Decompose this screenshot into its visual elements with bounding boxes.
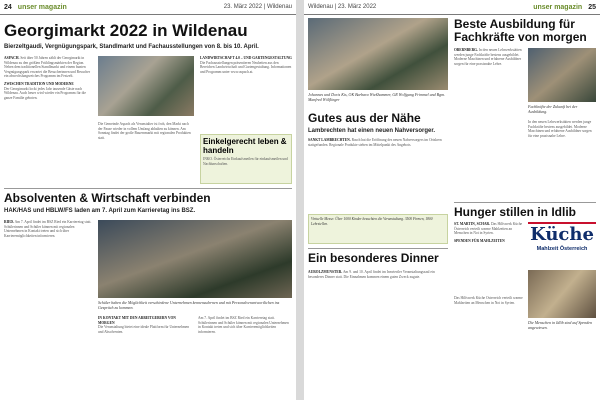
page-number: 24: [4, 3, 12, 11]
subhead-gutes: Lambrechten hat einen neuen Nahversorger.: [308, 128, 436, 134]
page-date: 23. März 2022 | Wildenau: [223, 4, 292, 10]
karrieretag-column-1: [4, 220, 92, 396]
store-photo-caption: Johannes und Doris Kis, OK Barbara Wießhammer, GR Wolfgang Frimmel und Bgm. Manfred Wölflinger: [308, 92, 445, 102]
info-box-text: INKO. Österreichs Einkaufsmeilen für einkaufsmeilen und Nachbarschaften.: [203, 157, 288, 166]
right-page: [304, 0, 600, 400]
hunger-article: [454, 222, 524, 292]
headline-ausbildung: Beste Ausbildung für Fachkräfte von morgen: [454, 17, 587, 44]
store-opening-photo: [308, 18, 448, 90]
article-text: Am 9. und 10. April findet im Innviertler Veranstaltungssaal ein besonderes Dinner statt. Die Einnahmen kommen einem guten Zweck zugute.: [308, 270, 435, 279]
article-column-1: [4, 56, 92, 184]
highlight-box: [308, 214, 448, 244]
article-text: Das Hilfswerk Küche Österreich verteilt warme Mahlzeiten an Menschen in Not in Syrien.: [454, 222, 523, 236]
info-box-title: Einkelgerecht leben & handeln: [203, 137, 287, 155]
article-lead: ASPACH.: [4, 56, 20, 60]
karrieretag-column-3: Am 7. April findet im BSZ Ried ein Karrieretag statt. Schülerinnen und Schüler können mit regionalen Unternehmen in Kontakt treten und sich über Karrieremöglichkeiten informieren.: [198, 316, 289, 334]
ausbildung-article: [454, 48, 524, 148]
article-text: Der Georgimarkt lockt jedes Jahr tausende Gäste nach Wildenau. Auch heuer wird wieder ein Programm für die ganze Familie geboten.: [4, 86, 86, 100]
article-text: Die Fachausstellungen präsentieren Neuheiten aus den Bereichen Landwirtschaft und Gartengestaltung. Informationen und Programm unter www.aspach.at.: [200, 60, 292, 74]
article-lead: ST. MARTIN, SCHÄR.: [454, 222, 491, 226]
karrieretag-column-2: [98, 316, 192, 396]
article-text: In den neuen Lehrwerkstätten werden junge Fachkräfte bestens ausgebildet. Moderne Maschinen und erfahrene Ausbildner sorgen für eine praxisnahe Lehre.: [454, 48, 522, 66]
left-page-header: [0, 0, 296, 15]
divider: [4, 188, 292, 189]
hunger-article-cont: Das Hilfswerk Küche Österreich verteilt warme Mahlzeiten an Menschen in Not in Syrien.: [454, 296, 523, 305]
article-lead: AUROLZMÜNSTER.: [308, 270, 343, 274]
left-page: [0, 0, 296, 400]
subhead-georgimarkt: Bierzeltgaudi, Vergnügungspark, Standlmarkt und Fachausstellungen von 8. bis 10. April.: [4, 44, 259, 50]
article-subheading: ZWISCHEN TRADITION UND MODERNE: [4, 81, 74, 86]
gutes-article: [308, 138, 448, 212]
brand-logo: unser magazin: [533, 3, 583, 11]
market-photo: [98, 56, 194, 116]
food-aid-photo: [528, 270, 596, 318]
headline-absolventen: Absolventen & Wirtschaft verbinden: [4, 191, 211, 205]
page-date: Wildenau | 23. März 2022: [308, 4, 377, 10]
training-photo: [528, 48, 596, 102]
divider: [308, 248, 448, 249]
career-photo-caption: Schüler haben die Möglichkeit verschiedene Unternehmen kennenzulernen und mit Personalverantwortlichen ins Gespräch zu kommen.: [98, 300, 280, 310]
kueche-logo: [528, 222, 596, 266]
headline-dinner: Ein besonderes Dinner: [308, 251, 439, 265]
training-photo-caption: Fachkräfte der Zukunft bei der Ausbildung.: [528, 104, 578, 114]
dinner-article: [308, 270, 448, 396]
article-column-2: Die Gemeinde Aspach als Veranstalter ist froh, den Markt nach der Pause wieder in vollem Umfang abhalten zu können. Am Sonntag findet der große Bauernmarkt mit regionalen Produkten statt.: [98, 122, 191, 140]
article-text: Die Veranstaltung bietet eine ideale Plattform für Unternehmen und Absolventen.: [98, 325, 190, 334]
article-lead: OBERNBERG.: [454, 48, 478, 52]
info-box: [200, 134, 292, 184]
logo-subtitle: Mahlzeit Österreich: [536, 246, 588, 252]
article-text: Am 7. April findet im BSZ Ried ein Karrieretag statt. Schülerinnen und Schüler können mit regionalen Unternehmen in Kontakt treten und sich über Karrieremöglichkeiten informieren.: [4, 220, 92, 238]
headline-georgimarkt: Georgimarkt 2022 in Wildenau: [4, 21, 248, 40]
right-page-header: [304, 0, 600, 15]
food-aid-caption: Die Menschen in Idlib sind auf Spenden angewiesen.: [528, 320, 592, 330]
subhead-absolventen: HAK/HAS und HBLW/FS laden am 7. April zum Karrieretag ins BSZ.: [4, 208, 196, 214]
logo-title: Küche: [530, 224, 594, 245]
article-text: Seit über 50 Jahren zählt der Georgimarkt in Wildenau zu den größten Frühlingsmärkten der Region. Neben dem traditionellen Standlmarkt und einem bunten Vergnügungspark erwartet die Besucherinnen und Besucher ein abwechslungsreiches Programm im Festzelt.: [4, 56, 91, 79]
article-subheading: IN KONTAKT MIT DEN ARBEITGEBERN VON MORGEN: [98, 316, 176, 325]
headline-gutes: Gutes aus der Nähe: [308, 111, 421, 125]
article-column-3: [200, 56, 292, 130]
page-number: 25: [588, 3, 596, 11]
article-lead: RIED.: [4, 220, 14, 224]
article-lead: SANKT LAMBRECHTEN.: [308, 138, 351, 142]
article-subheading: LANDWIRTSCHAFT 4.0 – UND GARTENGESTALTUNG: [200, 56, 292, 60]
ausbildung-article-cont: In den neuen Lehrwerkstätten werden junge Fachkräfte bestens ausgebildet. Moderne Maschinen und erfahrene Ausbildner sorgen für eine praxisnahe Lehre.: [528, 120, 592, 138]
brand-logo: unser magazin: [17, 3, 67, 11]
divider: [454, 202, 596, 203]
highlight-text: Virtuelle Messe: Über 1000 Kinder besuchten die Veranstaltung. 3500 Firmen, 1800 Lehrstellen.: [311, 217, 433, 226]
career-day-photo: [98, 220, 292, 298]
article-text: Rasch hat die Eröffnung des neuen Nahversorgers im Ortskern stattgefunden. Regionale Produkte stehen im Mittelpunkt des Angebots.: [308, 138, 442, 147]
headline-hunger: Hunger stillen in Idlib: [454, 205, 577, 219]
article-subheading: SPENDEN FÜR MAHLZEITEN: [454, 238, 505, 243]
